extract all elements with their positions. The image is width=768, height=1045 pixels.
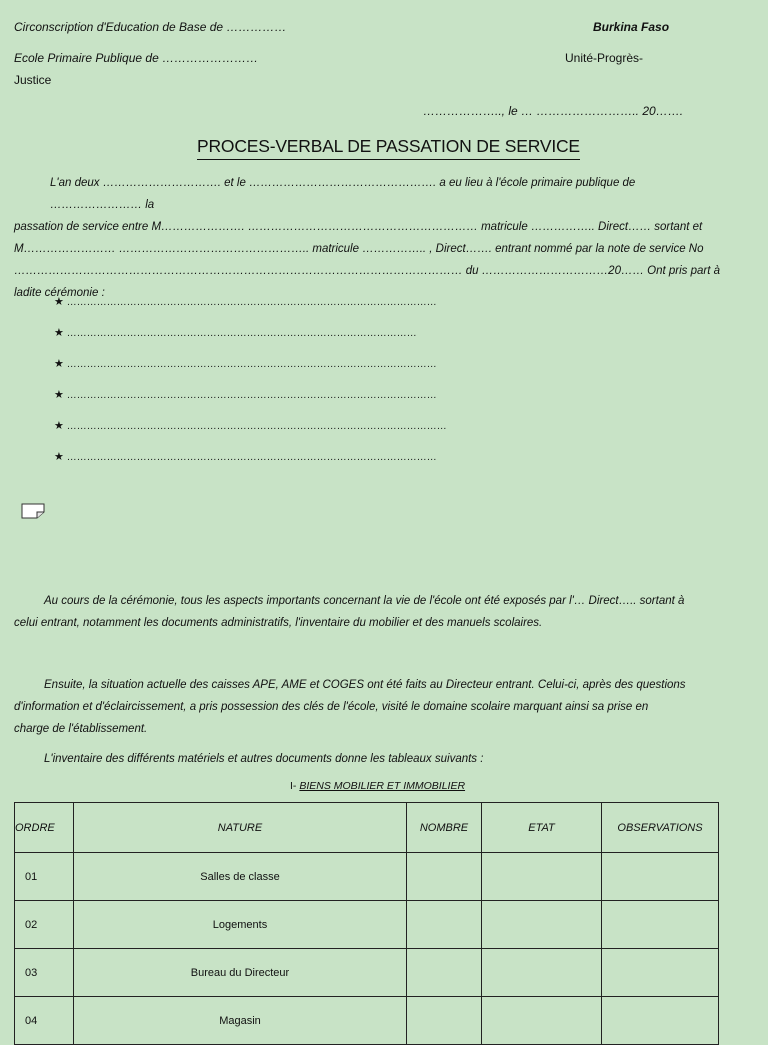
ensuite-line: d'information et d'éclaircissement, a pris possession des clés de l'école, visité le domaine scolaire marquant ainsi sa prise en [14, 701, 649, 713]
intro-paragraph [14, 172, 730, 304]
cell-observations[interactable] [602, 853, 719, 901]
devise-line2: Justice [14, 73, 52, 87]
circonscription-line: Circonscription d'Education de Base de …………… [14, 20, 287, 34]
devise-line1: Unité-Progrès- [565, 51, 644, 65]
participant-bullet [54, 388, 437, 401]
participant-bullet [54, 450, 437, 463]
cell-nombre[interactable] [407, 997, 482, 1045]
cell-etat[interactable] [482, 901, 602, 949]
col-nombre-header: NOMBRE [407, 803, 482, 853]
participant-blank: …………………………………………………………………………………………………… [66, 421, 447, 432]
participant-blank: ………………………………………………………………………………………………… [66, 452, 437, 463]
col-ordre-header: ORDRE [15, 803, 74, 853]
intro-line: ……………………………………………………………………………………………………… du ……………………………20…… Ont pris part à [14, 265, 721, 277]
star-icon: ★ [54, 420, 64, 432]
cell-nature: Salles de classe [74, 853, 407, 901]
ceremonie-line: celui entrant, notamment les documents administratifs, l'inventaire du mobilier et des manuels scolaires. [14, 617, 543, 629]
cell-nombre[interactable] [407, 853, 482, 901]
participant-bullet [54, 357, 437, 370]
cell-ordre: 02 [15, 901, 74, 949]
page-title: PROCES-VERBAL DE PASSATION DE SERVICE [197, 136, 580, 160]
note-icon [21, 503, 45, 519]
inventory-table [14, 802, 719, 1045]
date-line: ……………….., le … …………………….. 20……. [423, 104, 684, 118]
participant-blank: ………………………………………………………………………………………………… [66, 359, 437, 370]
ensuite-line: charge de l'établissement. [14, 723, 148, 735]
section-title: BIENS MOBILIER ET IMMOBILIER [299, 780, 466, 792]
cell-nombre[interactable] [407, 901, 482, 949]
col-nature-header: NATURE [74, 803, 407, 853]
star-icon: ★ [54, 389, 64, 401]
participant-bullet [54, 419, 447, 432]
cell-observations[interactable] [602, 997, 719, 1045]
cell-nombre[interactable] [407, 949, 482, 997]
section-heading [290, 780, 465, 792]
cell-nature: Logements [74, 901, 407, 949]
intro-line: M…………………… ………………………………………….. matricule …………….. , Direct……. entrant nommé par la note de service No [14, 243, 704, 255]
ecole-line: Ecole Primaire Publique de …………………… [14, 51, 259, 65]
cell-ordre: 03 [15, 949, 74, 997]
participant-blank: ………………………………………………………………………………………………… [66, 297, 437, 308]
table-row [15, 853, 719, 901]
table-row [15, 997, 719, 1045]
table-header-row [15, 803, 719, 853]
cell-etat[interactable] [482, 949, 602, 997]
ensuite-paragraph [14, 674, 730, 740]
inventaire-intro: L'inventaire des différents matériels et autres documents donne les tableaux suivants : [44, 753, 484, 765]
country-name: Burkina Faso [593, 20, 670, 34]
section-prefix: I- [290, 780, 300, 792]
cell-ordre: 04 [15, 997, 74, 1045]
cell-nature: Magasin [74, 997, 407, 1045]
table-row [15, 949, 719, 997]
star-icon: ★ [54, 358, 64, 370]
star-icon: ★ [54, 327, 64, 339]
ensuite-line: Ensuite, la situation actuelle des caisses APE, AME et COGES ont été faits au Directeur entrant. Celui-ci, après des questions [44, 679, 686, 691]
table-row [15, 901, 719, 949]
ceremonie-line: Au cours de la cérémonie, tous les aspects importants concernant la vie de l'école ont été exposés par l'… Direct….. sortant à [44, 595, 685, 607]
star-icon: ★ [54, 296, 64, 308]
cell-etat[interactable] [482, 997, 602, 1045]
cell-observations[interactable] [602, 949, 719, 997]
cell-etat[interactable] [482, 853, 602, 901]
star-icon: ★ [54, 451, 64, 463]
cell-observations[interactable] [602, 901, 719, 949]
intro-line: ladite cérémonie : [14, 287, 105, 299]
intro-line: L'an deux …………………………. et le …………………………………………. a eu lieu à l'école primaire publique de …………………… la [50, 177, 636, 211]
participant-bullet [54, 295, 437, 308]
cell-nature: Bureau du Directeur [74, 949, 407, 997]
participant-blank: ………………………………………………………………………………………………… [66, 390, 437, 401]
participant-bullet [54, 326, 417, 339]
cell-ordre: 01 [15, 853, 74, 901]
ceremonie-paragraph [14, 590, 730, 634]
col-etat-header: ETAT [482, 803, 602, 853]
participant-blank: …………………………………………………………………………………………… [66, 328, 417, 339]
col-observations-header: OBSERVATIONS [602, 803, 719, 853]
intro-line: passation de service entre M…………………. …………………………………………………… matricule …………….. Direct…… sortant et [14, 221, 703, 233]
